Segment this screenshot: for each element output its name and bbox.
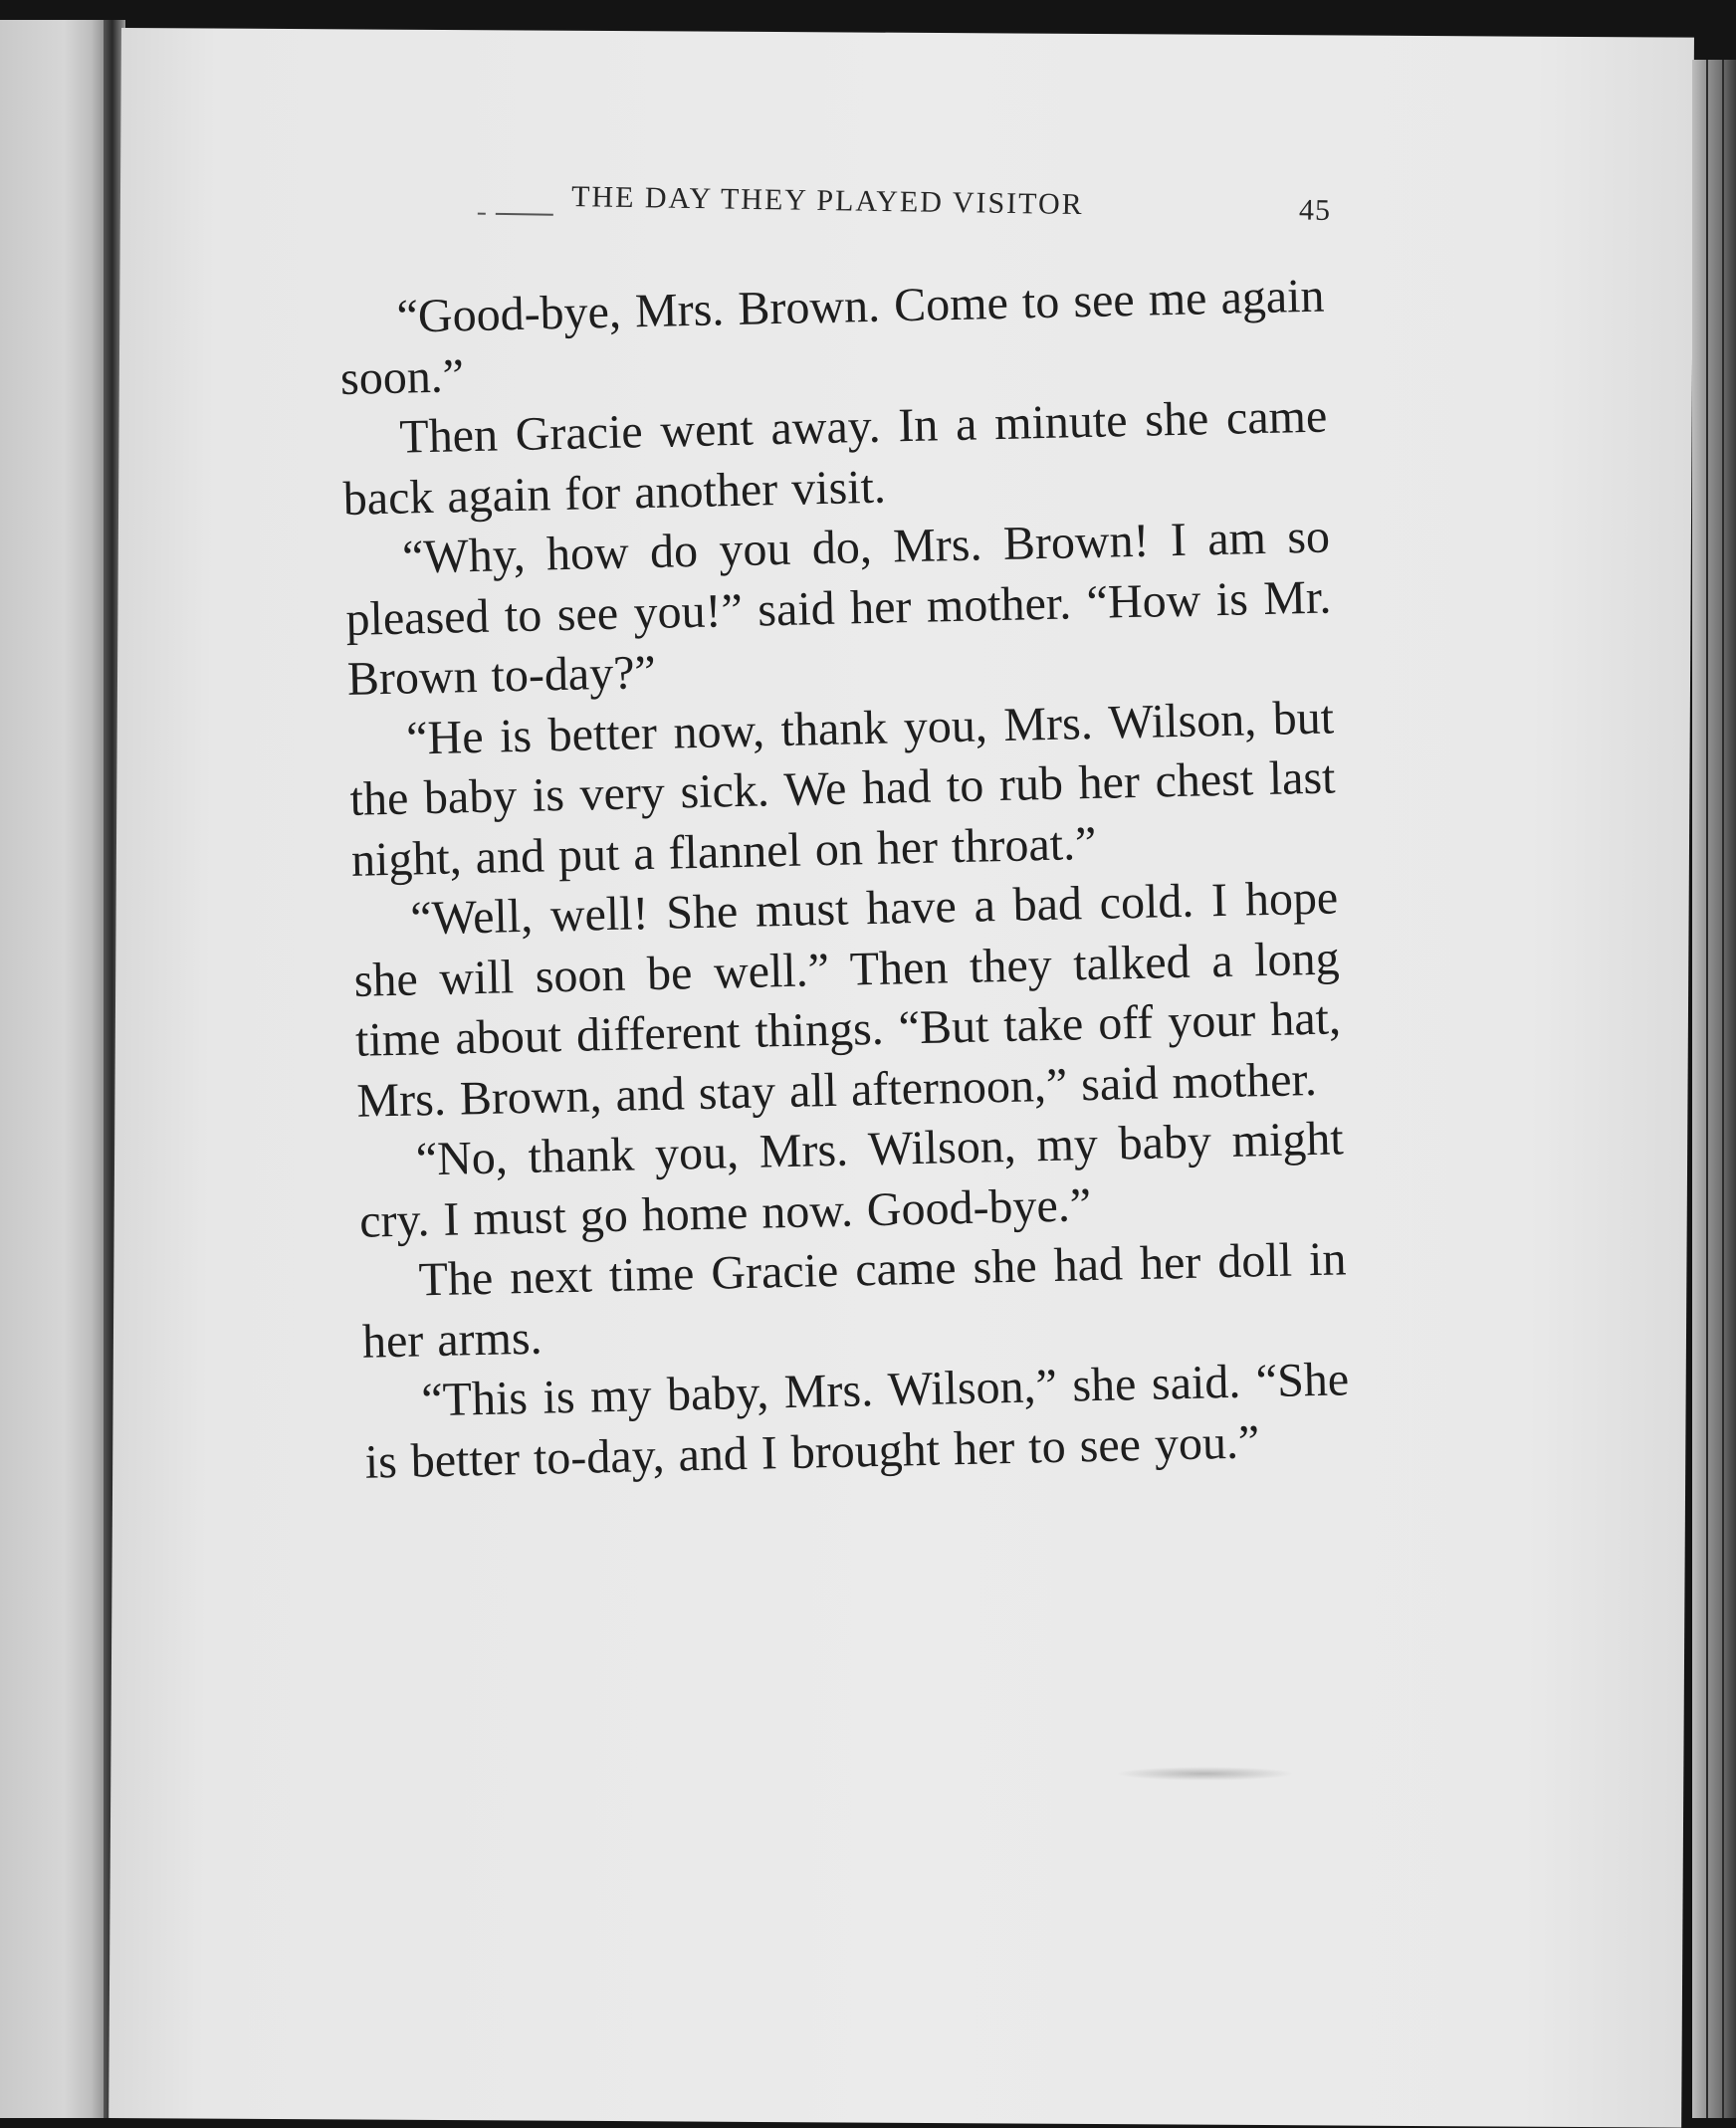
- print-smudge: [1115, 1767, 1294, 1781]
- paragraph: “Why, how do you do, Mrs. Brown! I am so pleased to see you!” said her mother. “How is Mr. Brown to-day?”: [344, 510, 1332, 706]
- running-head: THE DAY THEY PLAYED VISITOR: [570, 180, 1084, 222]
- header-rule: [496, 213, 553, 216]
- body-text: [338, 267, 1351, 1493]
- paragraph: “Good-bye, Mrs. Brown. Come to see me again soon.”: [339, 269, 1326, 405]
- header-rule-mark: [478, 213, 486, 215]
- paragraph: “He is better now, thank you, Mrs. Wilson, but the baby is very sick. We had to rub her chest last night, and put a flannel on her throat.”: [349, 690, 1336, 887]
- paragraph: Then Gracie went away. In a minute she came back again for another visit.: [342, 389, 1328, 526]
- paragraph: “This is my baby, Mrs. Wilson,” she said. “She is better to-day, and I brought her to see you.”: [364, 1353, 1350, 1489]
- facing-page-edge: [0, 20, 108, 2118]
- page-number: 45: [1298, 193, 1332, 228]
- paragraph: “No, thank you, Mrs. Wilson, my baby might cry. I must go home now. Good-bye.”: [358, 1112, 1345, 1248]
- paragraph: The next time Gracie came she had her doll in her arms.: [361, 1232, 1347, 1369]
- page-stack-edge: [1692, 60, 1736, 2118]
- paragraph: “Well, well! She must have a bad cold. I hope she will soon be well.” Then they talked a long time about different things. “But take off your hat, Mrs. Brown, and stay all afternoon,” said mother.: [353, 871, 1342, 1128]
